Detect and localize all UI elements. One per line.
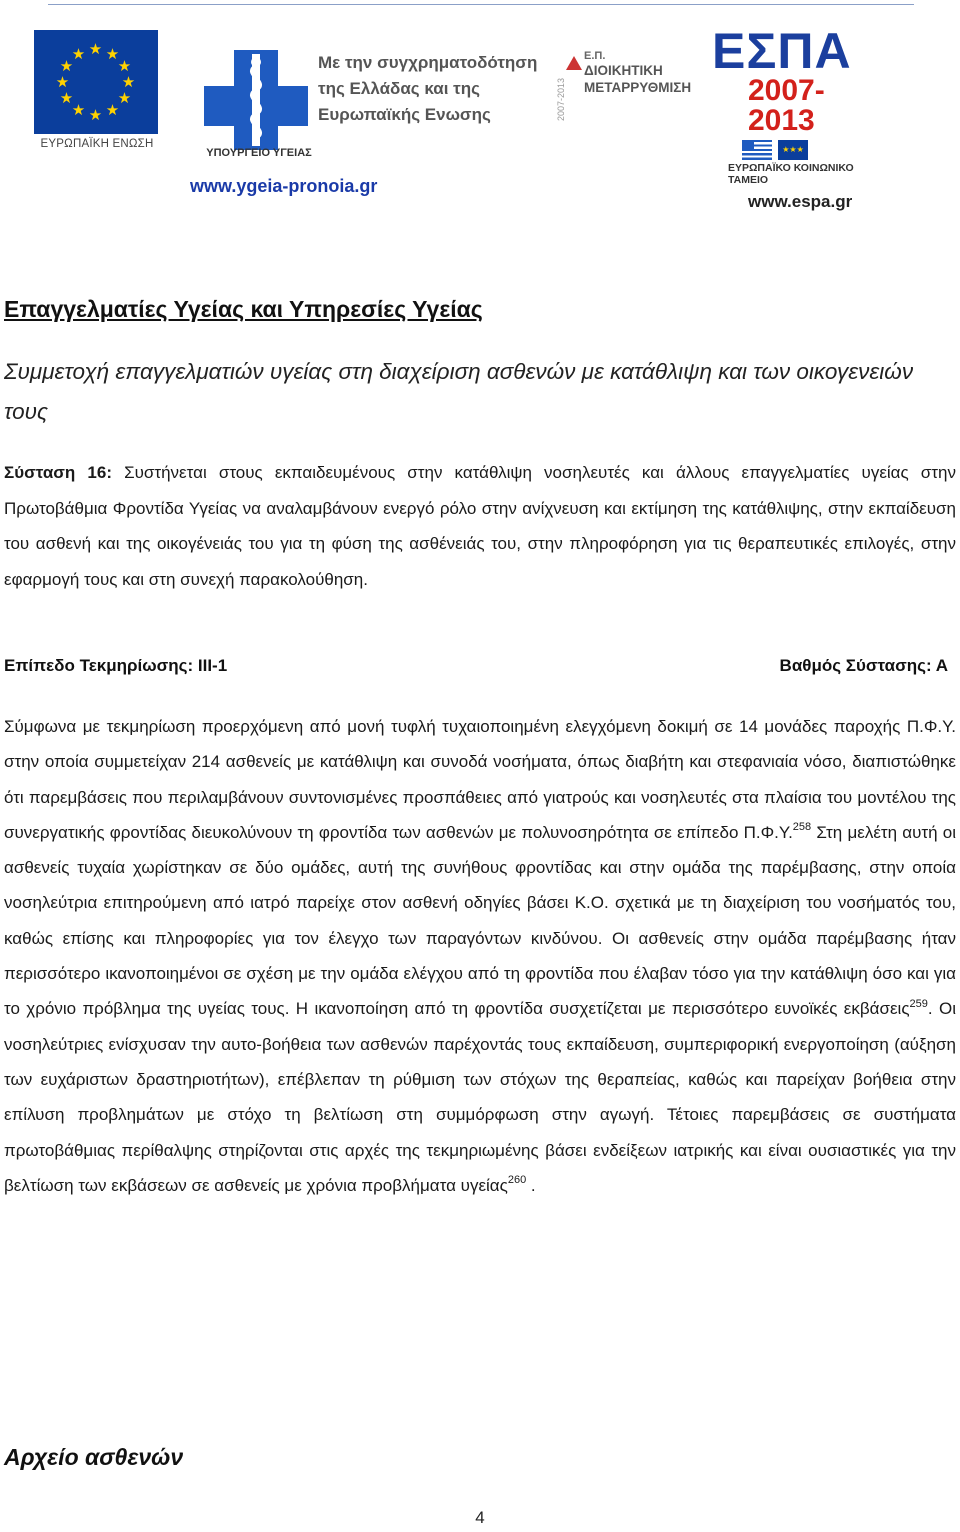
recommendation-label: Σύσταση 16: xyxy=(4,463,112,482)
recommendation-text: Συστήνεται στους εκπαιδευμένους στην κατάθλιψη νοσηλευτές και άλλους επαγγελματίες υγείας στην Πρωτοβάθμια Φροντίδα Υγείας να αναλαμβάνουν ενεργό ρόλο στην ανίχνευση και εκτίμηση της κατάθλιψης, στην εκπαίδευση του ασθενή και της οικογένειάς του για τη φύση της ασθένειάς του, στην πληροφόρηση για τις θεραπευτικές επιλογές, στην εφαρμογή τους και στη συνεχή παρακολούθηση. xyxy=(4,463,956,589)
reference-259: 259 xyxy=(909,997,928,1010)
section-heading: Επαγγελματίες Υγείας και Υπηρεσίες Υγείας xyxy=(4,296,483,322)
ep-arrow-icon xyxy=(566,56,582,70)
espa-years: 2007-2013 xyxy=(748,74,825,137)
reference-260: 260 xyxy=(507,1174,527,1187)
cofunding-line-3: Ευρωπαϊκής Ενωσης xyxy=(318,105,491,124)
espa-logo xyxy=(712,23,888,212)
recommendation-grade: Βαθμός Σύστασης: Α xyxy=(779,656,948,675)
evidence-row xyxy=(4,656,948,676)
ministry-of-health-logo-icon xyxy=(198,44,314,162)
recommendation-paragraph xyxy=(4,455,956,597)
section-subtitle: Συμμετοχή επαγγελματιών υγείας στη διαχείριση ασθενών με κατάθλιψη και των οικογενειών τους xyxy=(4,359,914,424)
espa-fund-caption: ΕΥΡΩΠΑΪΚΟ ΚΟΙΝΩΝΙΚΟ ΤΑΜΕΙΟ xyxy=(728,162,854,186)
body-part-4: . xyxy=(526,1175,536,1195)
ep-line-2: ΜΕΤΑΡΡΥΘΜΙΣΗ xyxy=(584,80,692,95)
cofunding-line-2: της Ελλάδας και της xyxy=(318,79,480,98)
eu-logo xyxy=(34,30,160,150)
eu-flag-icon: ★ ★ ★ ★ ★ ★ ★ ★ ★ ★ ★ ★ xyxy=(34,30,158,134)
body-part-1: Σύμφωνα με τεκμηρίωση προερχόμενη από μονή τυφλή τυχαιοποιημένη ελεγχόμενη δοκιμή σε 14 μονάδες παροχής Π.Φ.Υ. στην οποία συμμετείχαν 214 ασθενείς με κατάθλιψη και συνοδά νοσήματα, όπως διαβήτη και στεφανιαία νόσο, διαπιστώθηκε ότι παρεμβάσεις που περιλαμβάνουν συντονισμένες προσπάθειες από γιατρούς και νοσηλευτές στα πλαίσια του μοντέλου της συνεργατικής φροντίδας διευκολύνουν τη φροντίδα των ασθενών με πολυνοσηρότητα σε επίπεδο Π.Φ.Υ. xyxy=(4,717,956,842)
body-part-2: Στη μελέτη αυτή οι ασθενείς τυχαία χωρίστηκαν σε δύο ομάδες, αυτή της συνήθους φροντίδας και στην ομάδα της παρέμβασης, στην οποία νοσηλεύτρια επιτηρούμενη από ιατρό παρείχε στον ασθενή οδηγίες βάσει Κ.Ο. σχετικά με τη διαχείριση του νοσήματός του, καθώς επίσης και πληροφορίες για τον έλεγχο των παραγόντων κινδύνου. Οι ασθενείς στην ομάδα παρέμβασης ήταν περισσότερο ικανοποιημένοι σε σχέση με την ομάδα ελέγχου από τη φροντίδα που έλαβαν τόσο για την κατάθλιψη όσο και για το χρόνιο πρόβλημα της υγείας τους. Η ικανοποίηση από τη φροντίδα συσχετίζεται με περισσότερο ευνοϊκές εκβάσεις xyxy=(4,822,957,1019)
espa-title: ΕΣΠΑ xyxy=(712,23,852,79)
espa-flags xyxy=(742,140,888,160)
eu-caption: ΕΥΡΩΠΑΪΚΗ ΕΝΩΣΗ xyxy=(40,138,154,150)
ep-line-1: ΔΙΟΙΚΗΤΙΚΗ xyxy=(584,63,663,78)
ep-label: Ε.Π. xyxy=(584,50,606,62)
evidence-paragraph xyxy=(4,709,956,1203)
body-part-3: . Οι νοσηλεύτριες ενίσχυσαν την αυτο-βοήθεια των ασθενών παρέχοντάς τους εκπαίδευση, συμπεριφορική ενεργοποίηση (αύξηση των ευχάριστων δραστηριοτήτων), επέβλεπαν τη ρύθμιση των στόχων της θεραπείας, καθώς και παρείχαν βοήθεια στην επίλυση προβλημάτων με στόχο τη βελτίωση στη συμμόρφωση στην αγωγή. Τέτοιες παρεμβάσεις σε συστήματα πρωτοβάθμιας περίθαλψης στηρίζονται στις αρχές της τεκμηριωμένης βάσει ενδείξεων ιατρικής και είναι ουσιαστικές για την βελτίωση των εκβάσεων σε ασθενείς με χρόνια προβλήματα υγείας xyxy=(4,999,956,1195)
greek-flag-icon xyxy=(742,140,772,160)
evidence-level: Επίπεδο Τεκμηρίωσης: ΙΙΙ-1 xyxy=(4,656,228,675)
ministry-caption: ΥΠΟΥΡΓΕΙΟ ΥΓΕΙΑΣ xyxy=(206,147,312,159)
eu-mini-flag-icon: ★★★ xyxy=(778,140,808,160)
top-rule xyxy=(48,4,914,5)
ministry-url-link[interactable]: www.ygeia-pronoia.gr xyxy=(190,176,378,196)
espa-url-link[interactable]: www.espa.gr xyxy=(748,192,853,211)
ep-years-vertical: 2007-2013 xyxy=(556,77,566,121)
ep-admin-reform-logo xyxy=(580,50,700,96)
page-number: 4 xyxy=(475,1508,485,1527)
reference-258: 258 xyxy=(792,821,812,834)
cofunding-text xyxy=(318,50,537,128)
cofunding-line-1: Με την συγχρηματοδότηση xyxy=(318,53,538,72)
archive-heading: Αρχείο ασθενών xyxy=(4,1444,184,1470)
